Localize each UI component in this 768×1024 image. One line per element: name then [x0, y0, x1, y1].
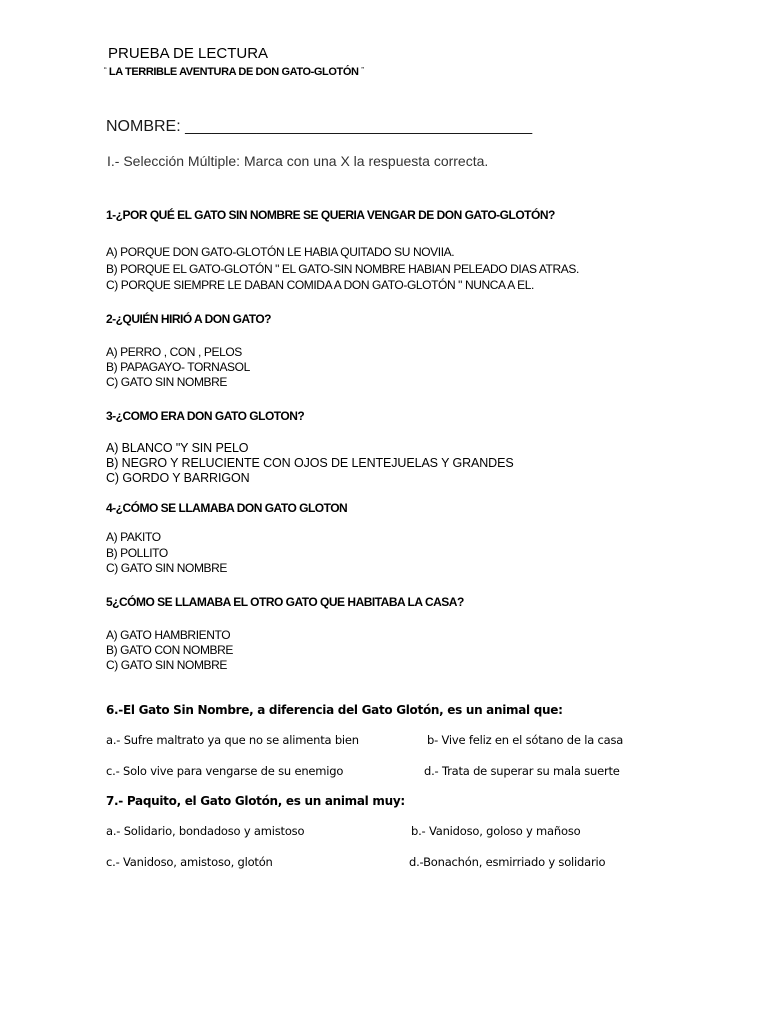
question-6-option-d: d.- Trata de superar su mala suerte — [424, 764, 620, 778]
name-blank: _______________________________________ — [185, 118, 533, 135]
question-4-option-a: A) PAKITO — [106, 530, 161, 544]
question-6-option-a: a.- Sufre maltrato ya que no se alimenta bien — [106, 733, 359, 747]
question-2-option-b: B) PAPAGAYO- TORNASOL — [106, 360, 250, 374]
page-title: PRUEBA DE LECTURA — [108, 45, 269, 62]
name-label: NOMBRE: — [106, 118, 181, 135]
question-4: 4-¿CÓMO SE LLAMABA DON GATO GLOTON — [106, 501, 348, 515]
question-3-option-a: A) BLANCO "Y SIN PELO — [106, 441, 249, 455]
instruction-text: I.- Selección Múltiple: Marca con una X la respuesta correcta. — [107, 153, 489, 169]
question-2: 2-¿QUIÉN HIRIÓ A DON GATO? — [106, 312, 272, 326]
name-field — [106, 118, 532, 136]
question-3-option-b: B) NEGRO Y RELUCIENTE CON OJOS DE LENTEJUELAS Y GRANDES — [106, 456, 514, 470]
question-1-option-a: A) PORQUE DON GATO-GLOTÓN LE HABIA QUITADO SU NOVIIA. — [106, 245, 455, 259]
question-1-option-c: C) PORQUE SIEMPRE LE DABAN COMIDA A DON GATO-GLOTÓN " NUNCA A EL. — [106, 278, 534, 292]
question-7-option-c: c.- Vanidoso, amistoso, glotón — [106, 855, 273, 869]
question-5-option-c: C) GATO SIN NOMBRE — [106, 658, 228, 672]
page-subtitle — [104, 66, 363, 78]
question-1: 1-¿POR QUÉ EL GATO SIN NOMBRE SE QUERIA VENGAR DE DON GATO-GLOTÓN? — [106, 208, 555, 222]
question-5-option-a: A) GATO HAMBRIENTO — [106, 628, 231, 642]
question-4-option-c: C) GATO SIN NOMBRE — [106, 561, 228, 575]
question-3-option-c: C) GORDO Y BARRIGON — [106, 471, 250, 485]
question-6-option-b: b- Vive feliz en el sótano de la casa — [427, 733, 624, 747]
question-6: 6.-El Gato Sin Nombre, a diferencia del Gato Glotón, es un animal que: — [106, 703, 563, 717]
question-2-option-a: A) PERRO , CON , PELOS — [106, 345, 242, 359]
question-5: 5¿CÓMO SE LLAMABA EL OTRO GATO QUE HABITABA LA CASA? — [106, 595, 464, 609]
question-7-option-d: d.-Bonachón, esmirriado y solidario — [409, 855, 606, 869]
question-3: 3-¿COMO ERA DON GATO GLOTON? — [106, 409, 305, 423]
subtitle-close-quote: ” — [361, 66, 364, 75]
question-5-option-b: B) GATO CON NOMBRE — [106, 643, 234, 657]
question-7: 7.- Paquito, el Gato Glotón, es un animal muy: — [106, 794, 405, 808]
question-4-option-b: B) POLLITO — [106, 546, 168, 560]
question-6-option-c: c.- Solo vive para vengarse de su enemigo — [106, 764, 344, 778]
question-7-option-a: a.- Solidario, bondadoso y amistoso — [106, 824, 305, 838]
question-1-option-b: B) PORQUE EL GATO-GLOTÓN " EL GATO-SIN NOMBRE HABIAN PELEADO DIAS ATRAS. — [106, 262, 579, 276]
subtitle-open-quote: “ — [104, 66, 107, 75]
question-7-option-b: b.- Vanidoso, goloso y mañoso — [411, 824, 581, 838]
subtitle-text: LA TERRIBLE AVENTURA DE DON GATO-GLOTÓN — [108, 66, 359, 78]
question-2-option-c: C) GATO SIN NOMBRE — [106, 375, 228, 389]
